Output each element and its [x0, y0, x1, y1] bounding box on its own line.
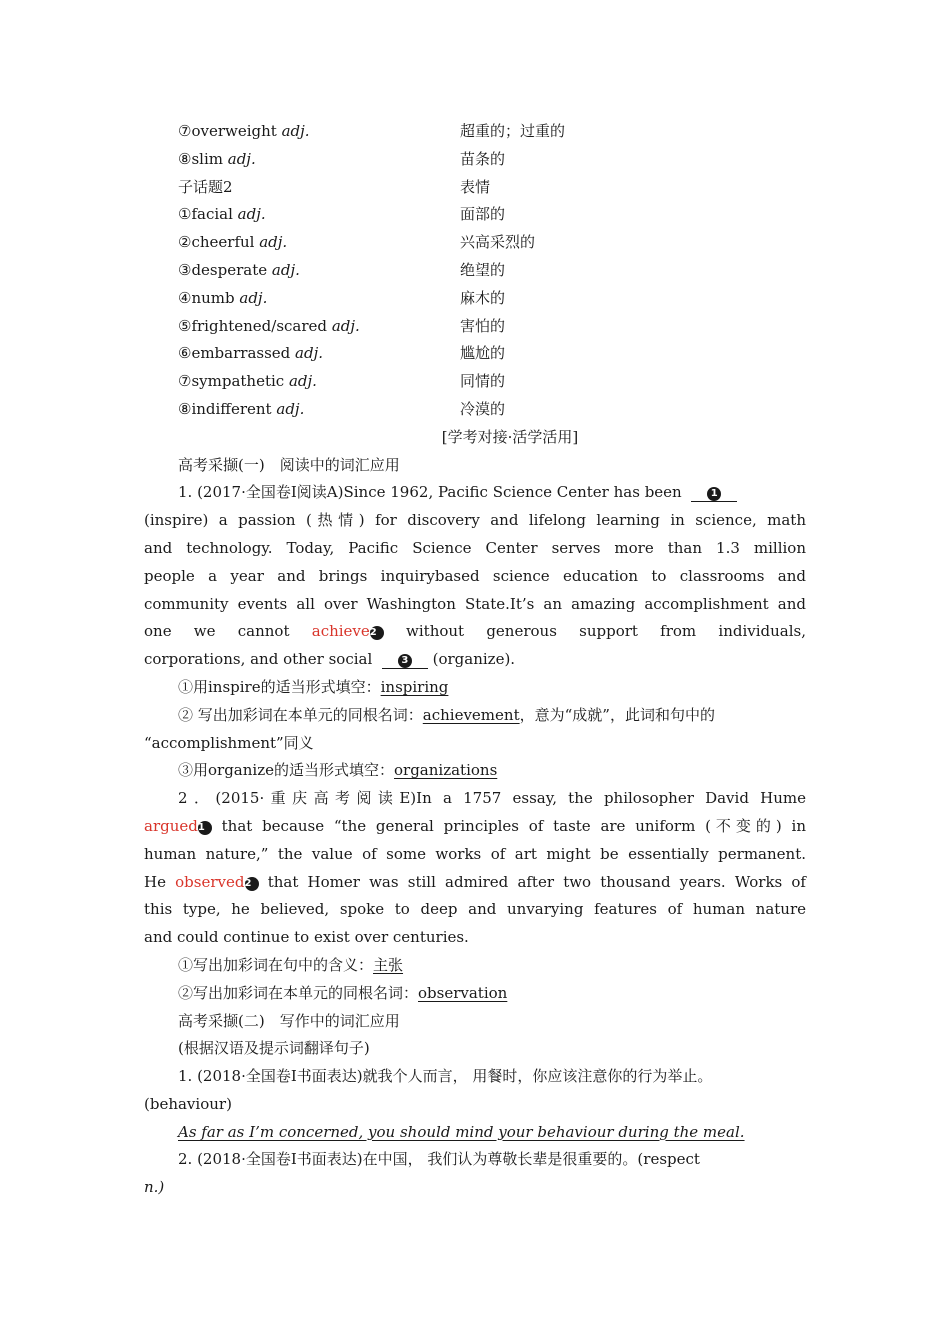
- translation-q1-hint: (behaviour): [144, 1094, 232, 1113]
- q1-line: 1. (2017·全国卷Ⅰ阅读A)Since 1962, Pacific Science Center has been 1: [144, 479, 806, 507]
- translation-q2: 2. (2018·全国卷Ⅰ书面表达)在中国， 我们认为尊敬长辈是很重要的。(respect: [178, 1150, 700, 1169]
- q1-answer-1: ①用inspire的适当形式填空：inspiring: [178, 677, 449, 696]
- vocab-item: ⑦overweight adj. 超重的；过重的: [178, 122, 566, 140]
- vocab-item: ①facial adj. 面部的: [178, 205, 506, 224]
- q2-line: 2．(2015·重庆高考阅读E)In a 1757 essay, the philosopher David Hume: [178, 789, 806, 808]
- translation-q2-hint: n.): [144, 1178, 165, 1197]
- answer-blank: [691, 483, 737, 502]
- answer-text: organizations: [394, 761, 498, 780]
- translation-q1-answer: As far as I’m concerned, you should mind your behaviour during the meal.: [178, 1122, 745, 1141]
- vocab-item: ⑥embarrassed adj. 尴尬的: [178, 344, 506, 363]
- vocab-item: ④numb adj. 麻木的: [178, 288, 506, 307]
- answer-text: 主张: [373, 955, 404, 974]
- q1-line: community events all over Washington State.It’s an amazing accomplishment and: [144, 594, 806, 613]
- answer-text: observation: [418, 983, 508, 1002]
- q2-line: He observed2 that Homer was still admired after two thousand years. Works of: [144, 872, 806, 891]
- q1-line: corporations, and other social 3 (organize).: [144, 650, 516, 669]
- part1-heading: 高考采撷(一) 阅读中的词汇应用: [178, 455, 400, 474]
- answer-text: inspiring: [380, 677, 449, 696]
- q1-line: (inspire) a passion (热情) for discovery and lifelong learning in science, math: [144, 511, 806, 530]
- q1-answer-3: ③用organize的适当形式填空：organizations: [178, 761, 498, 780]
- marker-icon: 2: [245, 877, 259, 891]
- vocab-item: ③desperate adj. 绝望的: [178, 260, 506, 279]
- highlighted-word: observed: [175, 872, 245, 891]
- highlighted-word: achieve: [311, 622, 370, 641]
- highlighted-word: argued: [144, 816, 198, 835]
- part2-instruction: (根据汉语及提示词翻译句子): [178, 1039, 370, 1058]
- translation-q1: 1. (2018·全国卷Ⅰ书面表达)就我个人而言， 用餐时，你应该注意你的行为举止。: [178, 1067, 713, 1086]
- part2-heading: 高考采撷(二) 写作中的词汇应用: [178, 1011, 400, 1030]
- vocab-item: ⑦sympathetic adj. 同情的: [178, 372, 506, 391]
- marker-icon: 1: [707, 487, 721, 501]
- marker-icon: 3: [398, 654, 412, 668]
- q1-answer-2-cont: “accomplishment”同义: [144, 733, 314, 752]
- marker-icon: 1: [198, 821, 212, 835]
- answer-blank: [382, 650, 428, 669]
- marker-icon: 2: [370, 626, 384, 640]
- q2-line: this type, he believed, spoke to deep and unvarying features of human nature: [144, 900, 806, 919]
- q2-answer-2: ②写出加彩词在本单元的同根名词：observation: [178, 983, 508, 1002]
- vocab-item: ⑤frightened/scared adj. 害怕的: [178, 316, 506, 335]
- subtopic-heading: 子话题2 表情: [178, 177, 491, 196]
- vocab-item: ②cheerful adj. 兴高采烈的: [178, 233, 536, 252]
- q1-line: one we cannot achieve2 without generous support from individuals,: [144, 622, 806, 641]
- q2-answer-1: ①写出加彩词在句中的含义：主张: [178, 955, 404, 974]
- q2-line: human nature,” the value of some works of art might be essentially permanent.: [144, 844, 806, 863]
- q1-line: people a year and brings inquirybased science education to classrooms and: [144, 566, 806, 585]
- document-page: [144, 118, 806, 1202]
- q2-line: and could continue to exist over centuries.: [144, 928, 469, 947]
- section-title: [学考对接·活学活用]: [441, 427, 579, 446]
- vocab-item: ⑧slim adj. 苗条的: [178, 149, 506, 168]
- q2-line: argued1 that because “the general principles of taste are uniform (不变的) in: [144, 816, 806, 835]
- q1-line: and technology. Today, Pacific Science Center serves more than 1.3 million: [144, 538, 806, 557]
- answer-text: achievement: [422, 705, 520, 724]
- vocab-item: ⑧indifferent adj. 冷漠的: [178, 399, 506, 418]
- q1-answer-2: ② 写出加彩词在本单元的同根名词：achievement，意为“成就”，此词和句中的: [178, 705, 715, 724]
